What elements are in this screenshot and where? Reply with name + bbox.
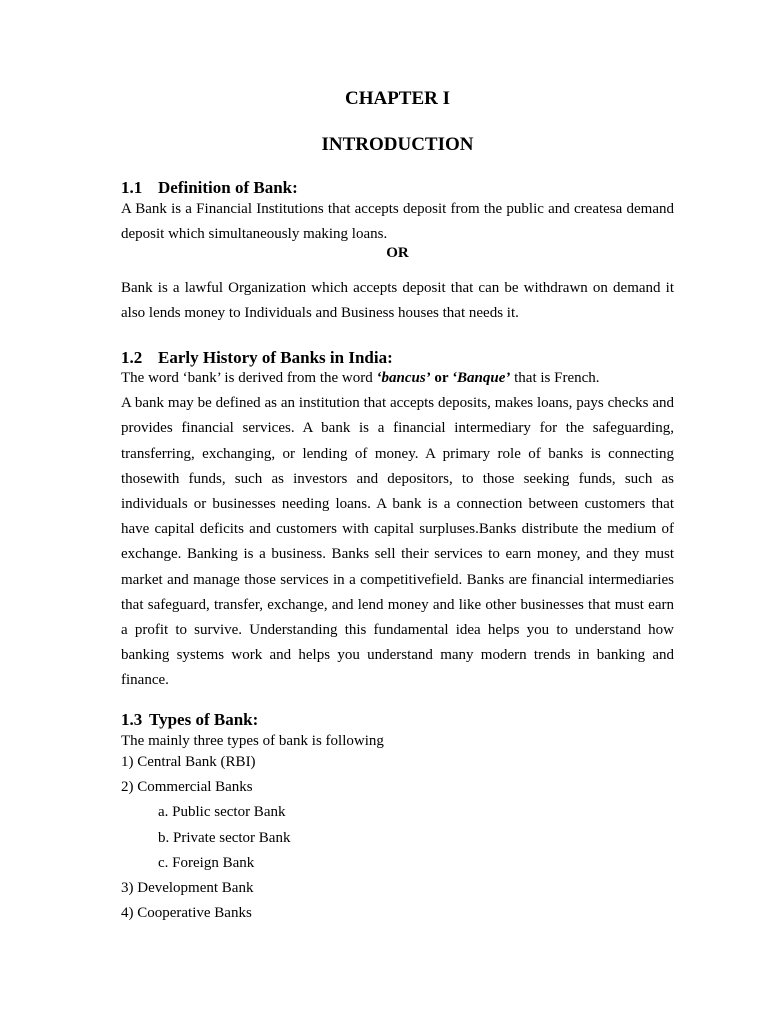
- chapter-title: CHAPTER I: [344, 88, 451, 109]
- term-banque: ‘Banque’: [452, 370, 511, 386]
- section-number: 1.2: [121, 348, 143, 367]
- section-number: 1.3: [121, 710, 143, 729]
- page-title: INTRODUCTION: [321, 134, 474, 155]
- definition-paragraph-2: Bank is a lawful Organization which accepts deposit that can be withdrawn on demand it also lends money to Individuals and Business houses that needs it.: [121, 280, 674, 322]
- term-bancus: ‘bancus’: [376, 370, 431, 386]
- list-item: 1) Central Bank (RBI): [121, 754, 256, 770]
- section-history: [121, 348, 674, 694]
- list-subitem: b. Private sector Bank: [158, 829, 291, 846]
- section-definition: [121, 178, 674, 247]
- definition-paragraph-2-block: [121, 276, 674, 326]
- history-intro-line: [121, 366, 674, 391]
- section-number: 1.1: [121, 178, 143, 197]
- history-intro-or: or: [430, 370, 453, 386]
- list-item: 4) Cooperative Banks: [121, 905, 252, 922]
- bank-types-list: [121, 750, 674, 926]
- section-types: [121, 710, 674, 754]
- or-separator: OR: [386, 245, 409, 261]
- history-intro-end: that is French.: [510, 370, 600, 386]
- section-heading-types: [121, 710, 674, 730]
- list-item: 3) Development Bank: [121, 879, 254, 896]
- list-subitem: c. Foreign Bank: [158, 854, 255, 871]
- history-intro-text: The word ‘bank’ is derived from the word: [121, 370, 377, 386]
- section-heading-text: Definition of Bank:: [158, 178, 298, 197]
- definition-paragraph-1: A Bank is a Financial Institutions that accepts deposit from the public and createsa demand deposit which simultaneously making loans.: [121, 201, 674, 243]
- list-item: 2) Commercial Banks: [121, 779, 253, 796]
- section-heading-history: [121, 348, 674, 368]
- section-heading-text: Early History of Banks in India:: [158, 348, 393, 367]
- section-heading-definition: [121, 178, 674, 198]
- types-intro: The mainly three types of bank is following: [121, 733, 384, 749]
- history-body-paragraph: A bank may be defined as an institution that accepts deposits, makes loans, pays checks and provides financial services. A bank is a financial intermediary for the safeguarding, transferring, exchanging, or lending of money. A primary role of banks is connecting thosewith funds, such as investors and depositors, to those seeking funds, such as individuals or businesses needing loans. A bank is a connection between customers that have capital deficits and customers with capital surpluses.Banks distribute the medium of exchange. Banking is a business. Banks sell their services to earn money, and they must market and manage those services in a competitivefield. Banks are financial intermediaries that safeguard, transfer, exchange, and lend money and like other businesses that must earn a profit to survive. Understanding this fundamental idea helps you to understand how banking systems work and helps you understand many modern trends in banking and finance.: [121, 395, 674, 689]
- list-subitem: a. Public sector Bank: [158, 804, 286, 821]
- section-heading-text: Types of Bank:: [149, 710, 259, 729]
